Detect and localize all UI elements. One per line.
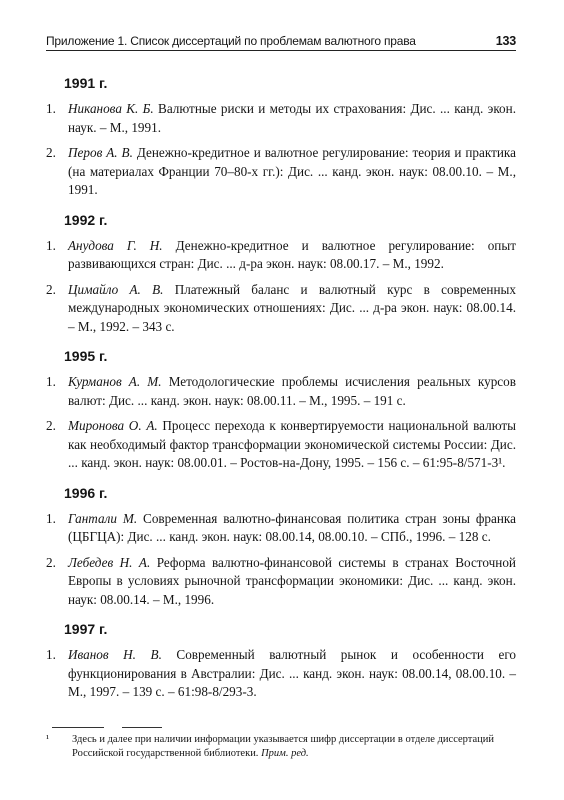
list-item (46, 281, 516, 337)
entry-text: Платежный баланс и валютный курс в современных международных экономических отношениях: Дис. ... д-ра экон. наук: 08.00.14. – М., 1992. – 343 с. (68, 281, 516, 334)
entry-number: 2. (46, 554, 56, 570)
footnote-text: Здесь и далее при наличии информации указывается шифр диссертации в отделе диссертаций Российской государственной библиотеки. (72, 734, 494, 759)
entry-text: Денежно-кредитное и валютное регулирование: теория и практика (на материалах Франции 70–80-х гг.): Дис. ... канд. экон. наук: 08.00.10. – М., 1991. (68, 145, 516, 197)
entry-text: Современный валютный рынок и особенности его функционирования в Австралии: Дис. ... канд. экон. наук: 08.00.14, 08.00.10. – М., 1997. – 139 с. – 61:98-8/293-3. (68, 647, 516, 699)
entry-number: 2. (46, 145, 56, 160)
entry-author: Лебедев Н. А. (68, 554, 151, 570)
year-section (46, 212, 516, 337)
list-item (46, 510, 516, 547)
entry-number: 1. (46, 374, 56, 389)
footnote-editor-note: Прим. ред. (261, 748, 309, 759)
footnote-divider (122, 727, 162, 728)
entry-author: Курманов А. М. (68, 374, 162, 389)
entry-author: Иванов Н. В. (68, 647, 162, 662)
list-item (46, 144, 516, 200)
entry-author: Миронова О. А. (68, 418, 158, 433)
year-section (46, 75, 516, 200)
year-section (46, 621, 516, 702)
footnote-mark: ¹ (46, 734, 50, 745)
footnote (46, 733, 516, 761)
footnote-divider (52, 727, 104, 728)
year-heading: 1995 г. (64, 348, 108, 364)
list-item (46, 373, 516, 410)
list-item (46, 100, 516, 137)
year-heading: 1992 г. (64, 211, 108, 228)
entry-text: Современная валютно-финансовая политика стран зоны франка (ЦБГЦА): Дис. ... канд. экон. наук: 08.00.14, 08.00.10. – СПб., 1996. – 128 с. (68, 510, 516, 544)
entry-author: Перов А. В. (68, 145, 133, 160)
entry-author: Анудова Г. Н. (68, 237, 163, 253)
list-item (46, 646, 516, 702)
entry-number: 1. (46, 237, 56, 253)
entry-author: Гантали М. (68, 510, 138, 526)
entry-author: Цимайло А. В. (68, 281, 164, 297)
year-heading: 1997 г. (64, 621, 108, 637)
year-heading: 1996 г. (64, 484, 108, 501)
running-head (46, 34, 516, 51)
bibliography-list (46, 75, 516, 714)
entry-text: Методологические проблемы исчисления реальных курсов валют: Дис. ... канд. экон. наук: 08.00.11. – М., 1995. – 191 с. (68, 374, 516, 408)
entry-text: Процесс перехода к конвертируемости национальной валюты как необходимый фактор трансформации экономической системы России: Дис. ... канд. экон. наук: 08.00.01. – Ростов-на-Дону, 1995. – 156 с. – 61:95-8/571-3¹. (68, 418, 516, 470)
list-item (46, 417, 516, 473)
entry-text: Валютные риски и методы их страхования: Дис. ... канд. экон. наук. – М., 1991. (68, 101, 517, 135)
list-item (46, 237, 516, 274)
year-section (46, 485, 516, 610)
page-number: 133 (495, 34, 516, 48)
entry-number: 2. (46, 281, 56, 297)
year-section (46, 348, 516, 473)
entry-number: 1. (46, 647, 56, 662)
entry-text: Реформа валютно-финансовой системы в странах Восточной Европы в условиях рыночной трансформации экономики: Дис. ... канд. экон. наук: 08.00.14. – М., 1996. (68, 554, 516, 607)
entry-number: 1. (46, 510, 56, 526)
list-item (46, 554, 516, 610)
entry-number: 1. (46, 101, 56, 116)
entry-author: Никанова К. Б. (68, 101, 154, 116)
entry-text: Денежно-кредитное и валютное регулирование: опыт развивающихся стран: Дис. ... д-ра экон. наук: 08.00.17. – М., 1992. (68, 237, 516, 271)
entry-number: 2. (46, 418, 56, 433)
running-head-title: Приложение 1. Список диссертаций по проблемам валютного права (46, 34, 416, 48)
year-heading: 1991 г. (64, 75, 108, 91)
